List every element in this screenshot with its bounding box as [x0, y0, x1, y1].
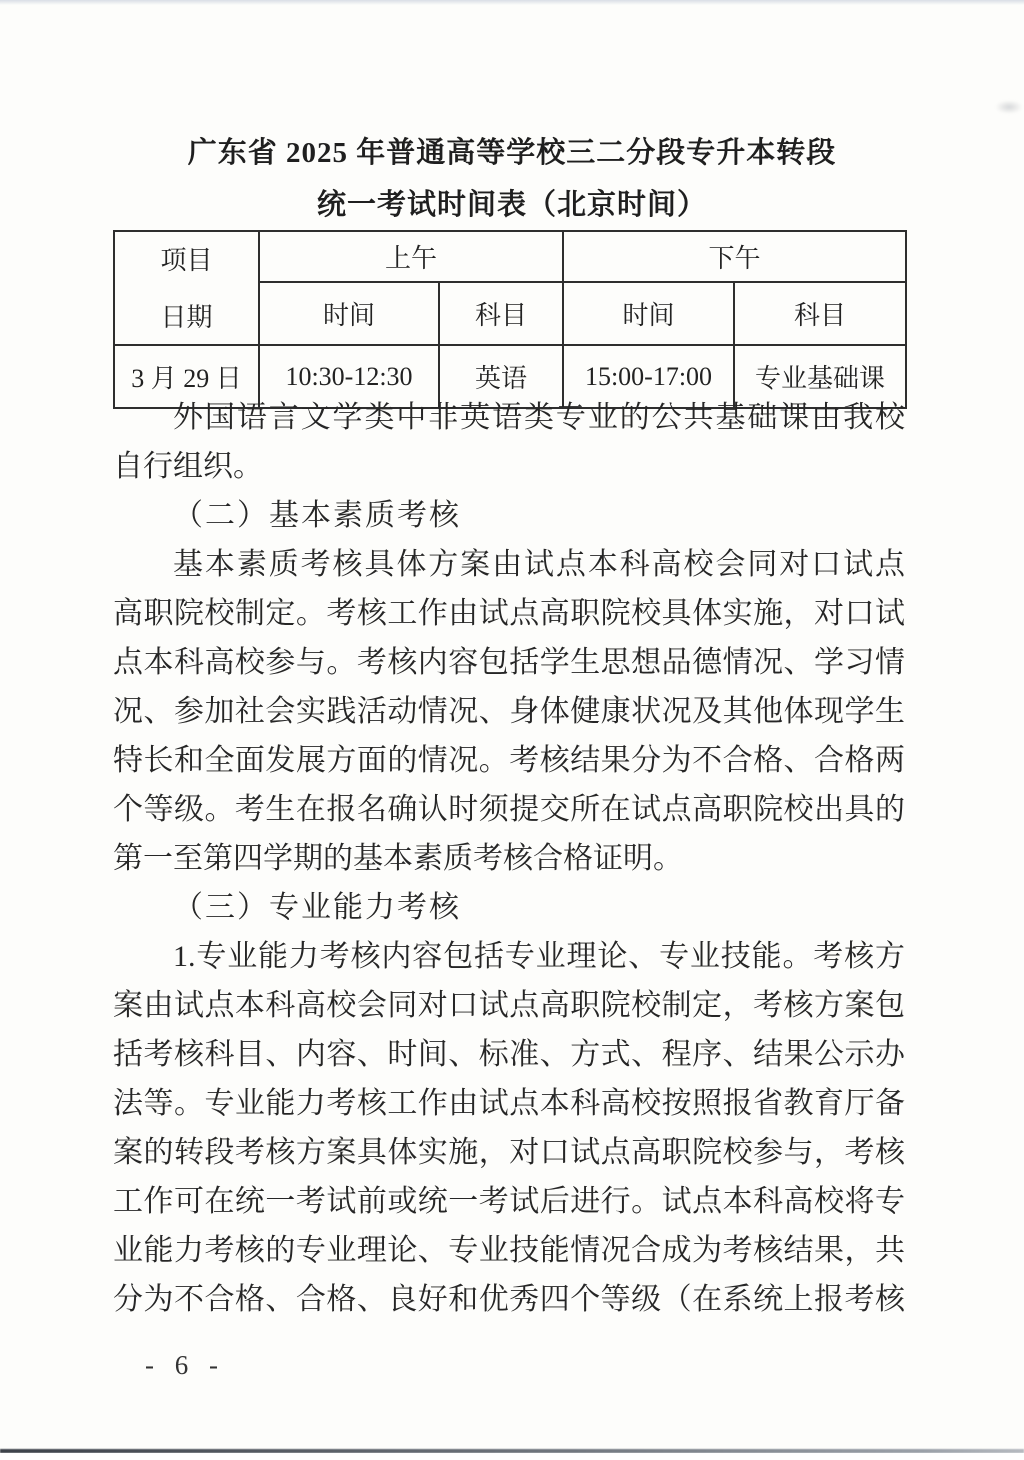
paragraph-line: 案的转段考核方案具体实施，对口试点高职院校参与，考核 [113, 1136, 905, 1169]
paragraph-line: 高职院校制定。考核工作由试点高职院校具体实施，对口试 [113, 597, 905, 630]
exam-date-cell: 3 月 29 日 [114, 345, 259, 408]
morning-subject-column-header: 科目 [439, 282, 563, 345]
morning-subject-cell: 英语 [439, 345, 563, 408]
scan-smudge-artifact [995, 100, 1023, 114]
page-top-scan-edge [0, 0, 1024, 5]
afternoon-subject-column-header: 科目 [734, 282, 906, 345]
morning-time-cell: 10:30-12:30 [259, 345, 439, 408]
paragraph-line: 第一至第四学期的基本素质考核合格证明。 [113, 842, 683, 875]
morning-time-column-header: 时间 [259, 282, 439, 345]
paragraph-line: 工作可在统一考试前或统一考试后进行。试点本科高校将专 [113, 1185, 905, 1218]
document-title [0, 127, 1024, 231]
section-heading-professional-ability: （三）专业能力考核 [173, 891, 461, 924]
document-title-line1: 广东省 2025 年普通高等学校三二分段专升本转段 [187, 137, 837, 169]
paragraph-line: 括考核科目、内容、时间、标准、方式、程序、结果公示办 [113, 1038, 905, 1071]
document-title-line2: 统一考试时间表（北京时间） [316, 189, 707, 221]
corner-label-date: 日期 [160, 303, 213, 332]
paragraph-line: 案由试点本科高校会同对口试点高职院校制定，考核方案包 [113, 989, 905, 1022]
page-number: - 6 - [145, 1350, 225, 1380]
paragraph-line: 法等。专业能力考核工作由试点本科高校按照报省教育厅备 [113, 1087, 905, 1120]
paragraph-line: 个等级。考生在报名确认时须提交所在试点高职院校出具的 [113, 793, 905, 826]
document-body [113, 393, 905, 1324]
afternoon-subject-cell: 专业基础课 [734, 345, 906, 408]
paragraph-line: 特长和全面发展方面的情况。考核结果分为不合格、合格两 [113, 744, 905, 777]
paragraph-line: 点本科高校参与。考核内容包括学生思想品德情况、学习情 [113, 646, 905, 679]
paragraph-line: 分为不合格、合格、良好和优秀四个等级（在系统上报考核 [113, 1283, 905, 1316]
morning-group-header: 上午 [259, 231, 563, 282]
afternoon-group-header: 下午 [563, 231, 906, 282]
paragraph-line: 1.专业能力考核内容包括专业理论、专业技能。考核方 [173, 940, 905, 973]
scan-margin-below-page [0, 1453, 1024, 1460]
paragraph-line: 况、参加社会实践活动情况、身体健康状况及其他体现学生 [113, 695, 905, 728]
paragraph-line: 业能力考核的专业理论、专业技能情况合成为考核结果，共 [113, 1234, 905, 1267]
afternoon-time-column-header: 时间 [563, 282, 734, 345]
corner-label-item: 项目 [160, 246, 213, 275]
exam-schedule-table [113, 230, 907, 409]
paragraph-line: 基本素质考核具体方案由试点本科高校会同对口试点 [173, 548, 905, 581]
afternoon-time-cell: 15:00-17:00 [563, 345, 734, 408]
paragraph-line: 自行组织。 [113, 450, 263, 483]
section-heading-basic-quality: （二）基本素质考核 [173, 499, 461, 532]
paragraph-line: 外国语言文学类中非英语类专业的公共基础课由我校 [173, 401, 905, 434]
table-corner-header [114, 231, 259, 345]
